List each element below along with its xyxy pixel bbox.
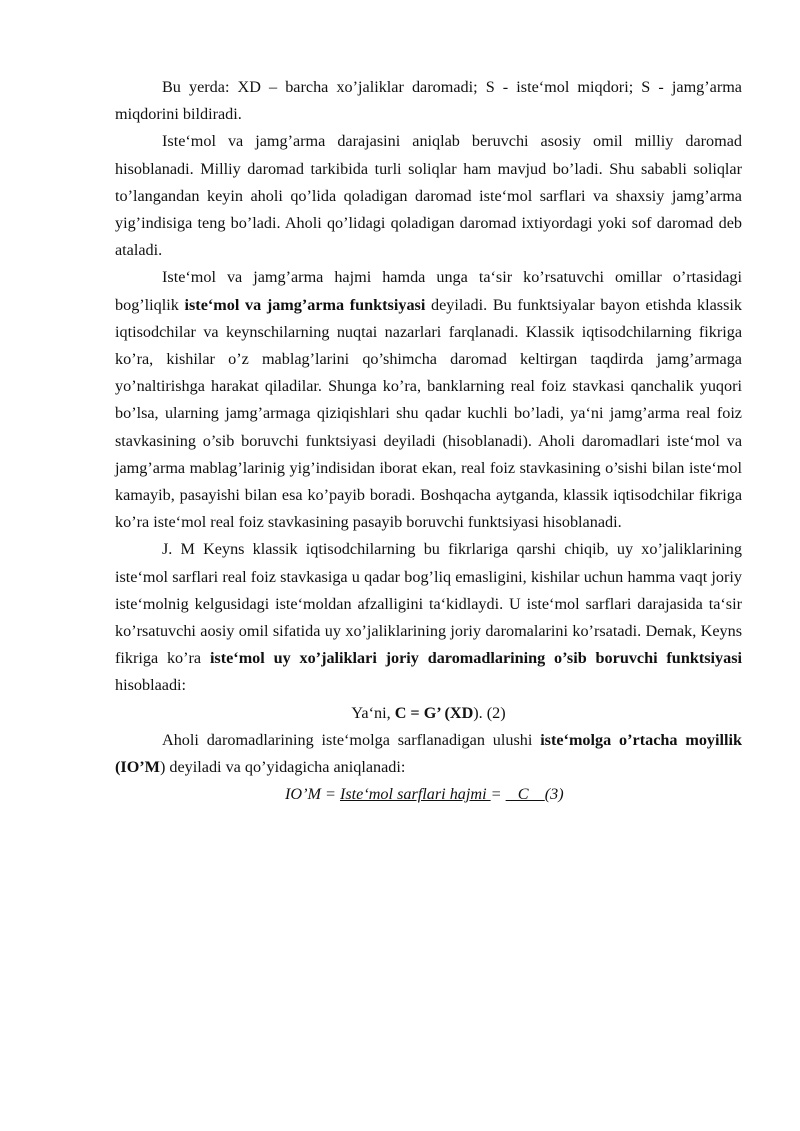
document-body <box>115 74 742 808</box>
paragraph-definitions: Bu yerda: XD – barcha xo’jaliklar daromadi; S - iste‘mol miqdori; S - jamg’arma miqdorini bildiradi. <box>115 78 742 124</box>
text-span: Ya‘ni, <box>351 703 395 722</box>
bold-term: iste‘mol uy xo’jaliklari joriy daromadlarining o’sib boruvchi funktsiyasi <box>209 649 742 668</box>
paragraph-national-income: Iste‘mol va jamg’arma darajasini aniqlab beruvchi asosiy omil milliy daromad hisoblanadi. Milliy daromad tarkibida turli soliqlar ham mavjud bo’ladi. Shu sababli soliqlar to’langandan keyin aholi qo’lida qoladigan daromad iste‘mol sarflari va shaxsiy jamg’arma yig’indisiga teng bo’ladi. Aholi qo’lidagi qoladigan daromad ixtiyordagi yoki sof daromad deb ataladi. <box>115 132 742 260</box>
text-span: IO’M = <box>285 785 340 804</box>
formula-numerator: Iste‘mol sarflari hajmi <box>339 785 491 804</box>
bold-term: iste‘mol va jamg’arma funktsiyasi <box>184 295 426 314</box>
text-span: deyiladi. Bu funktsiyalar bayon etishda klassik iqtisodchilar va keynschilarning nuqtai nazarlari farqlanadi. Klassik iqtisodchilarning fikriga ko’ra, kishilar o’z mablag’larini qo’shimcha daromad keltirgan taqdirda jamg’armaga yo’naltirishga harakat qiladilar. Shunga ko’ra, banklarning real foiz stavkasi qanchalik yuqori bo’lsa, ularning jamg’armaga qiziqishlari shu qadar kuchli bo’ladi, ya‘ni jamg’arma real foiz stavkasining o’sib boruvchi funktsiyasi deyiladi (hisoblanadi). Aholi daromadlari iste‘mol va jamg’arma mablag’larinig yig’indisidan iborat ekan, real foiz stavkasining o’sishi bilan iste‘mol kamayib, pasayishi bilan esa ko’payib boradi. Boshqacha aytganda, klassik iqtisodchilar fikriga ko’ra iste‘mol real foiz stavkasining pasayib boruvchi funktsiyasi hisoblanadi. <box>115 295 742 532</box>
text-span: ). (2) <box>473 703 506 722</box>
paragraph-consumption-function <box>115 264 742 536</box>
paragraph-average-propensity <box>115 727 742 781</box>
text-span: ) deyiladi va qo’yidagicha aniqlanadi: <box>159 758 406 777</box>
bold-term: iste‘molga o’rtacha moyillik (IO’M <box>115 730 743 777</box>
text-span: J. M Keyns klassik iqtisodchilarning bu fikrlariga qarshi chiqib, uy xo’jaliklarining iste‘mol sarflari real foiz stavkasiga u qadar bog’liq emasligini, kishilar uchun hamma vaqt joriy iste‘molnig kelgusidagi iste‘moldan afzalligini ta‘kidlaydi. U iste‘mol sarflari darajasida ta‘sir ko’rsatuvchi aosiy omil sifatida uy xo’jaliklarining joriy daromalarini ko’rsatadi. Demak, Keyns fikriga ko’ra <box>115 540 742 668</box>
formula-fraction-c: C <box>505 785 545 804</box>
formula-bold: C = G’ (XD <box>394 703 474 722</box>
text-span: = <box>490 785 506 804</box>
text-span: Iste‘mol va jamg’arma hajmi hamda unga ta‘sir ko’rsatuvchi omillar o’rtasidagi bog’liqlik <box>115 268 742 314</box>
text-span: hisoblaadi: <box>115 676 187 695</box>
formula-2 <box>115 700 742 727</box>
formula-3 <box>115 781 742 808</box>
formula-number: (3) <box>544 785 564 804</box>
text-span: Aholi daromadlarining iste‘molga sarflanadigan ulushi <box>162 730 541 749</box>
paragraph-keynes <box>115 536 742 699</box>
